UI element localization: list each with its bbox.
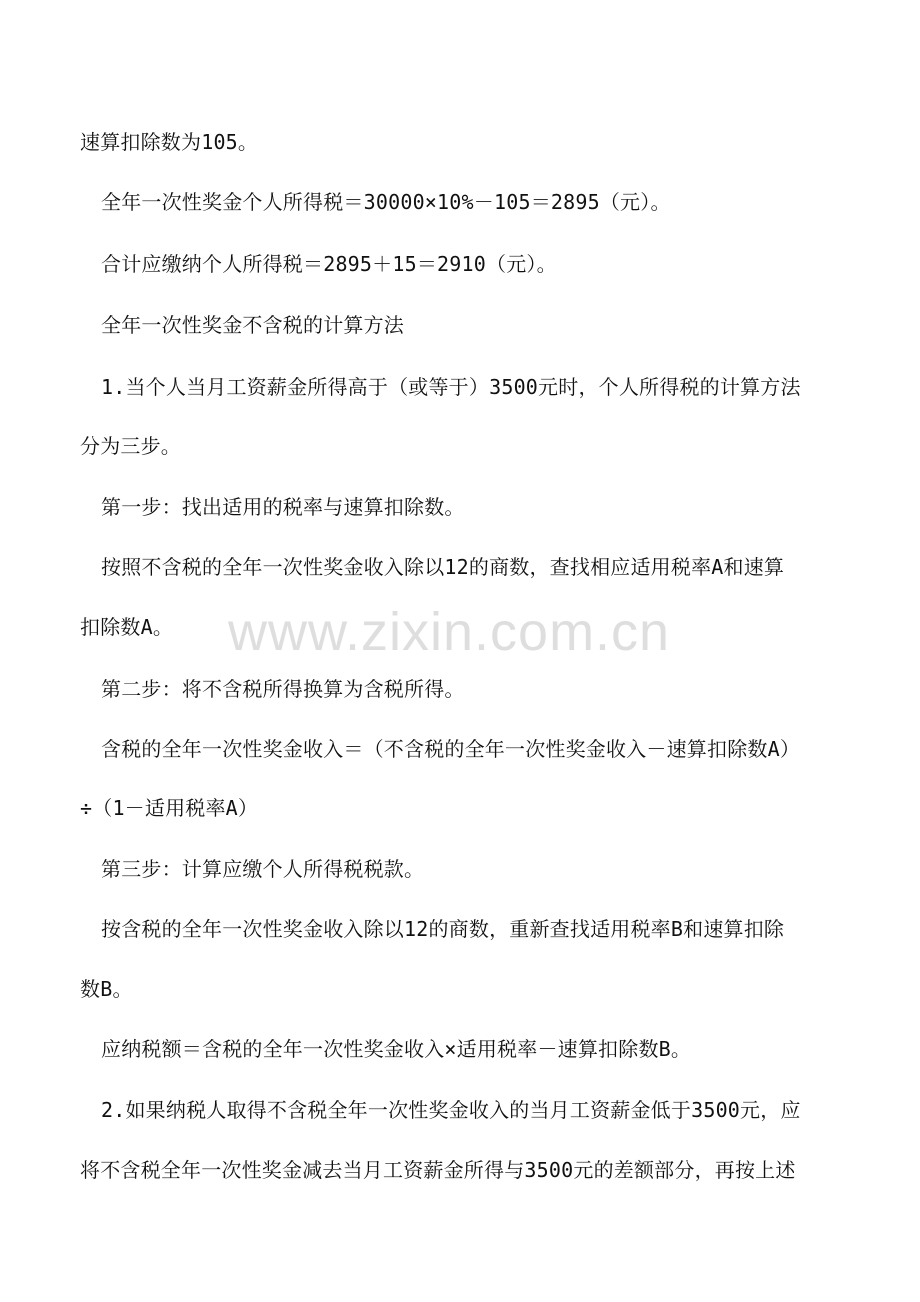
text-line: 将不含税全年一次性奖金减去当月工资薪金所得与3500元的差额部分，再按上述 <box>80 1158 796 1182</box>
text-line: 数B。 <box>80 977 133 1001</box>
text-line: 第三步：计算应缴个人所得税税款。 <box>101 857 425 881</box>
text-line: 应纳税额＝含税的全年一次性奖金收入×适用税率－速算扣除数B。 <box>101 1037 692 1061</box>
text-line: 分为三步。 <box>80 434 181 458</box>
text-line: 第一步：找出适用的税率与速算扣除数。 <box>101 495 465 519</box>
watermark: www.zixin.com.cn <box>228 602 671 662</box>
text-line: 2.如果纳税人取得不含税全年一次性奖金收入的当月工资薪金低于3500元，应 <box>101 1098 801 1122</box>
text-line: 全年一次性奖金个人所得税＝30000×10%－105＝2895（元）。 <box>101 190 671 214</box>
text-line: 速算扣除数为105。 <box>80 130 259 154</box>
text-line: ÷（1－适用税率A） <box>80 796 259 820</box>
section-heading: 全年一次性奖金不含税的计算方法 <box>101 313 404 337</box>
text-line: 扣除数A。 <box>80 615 174 639</box>
text-line: 第二步：将不含税所得换算为含税所得。 <box>101 677 465 701</box>
text-line: 1.当个人当月工资薪金所得高于（或等于）3500元时，个人所得税的计算方法 <box>101 375 801 399</box>
text-line: 合计应缴纳个人所得税＝2895＋15＝2910（元）。 <box>101 252 557 276</box>
text-line: 含税的全年一次性奖金收入＝（不含税的全年一次性奖金收入－速算扣除数A） <box>101 737 801 761</box>
text-line: 按含税的全年一次性奖金收入除以12的商数，重新查找适用税率B和速算扣除 <box>101 917 785 941</box>
text-line: 按照不含税的全年一次性奖金收入除以12的商数，查找相应适用税率A和速算 <box>101 555 785 579</box>
